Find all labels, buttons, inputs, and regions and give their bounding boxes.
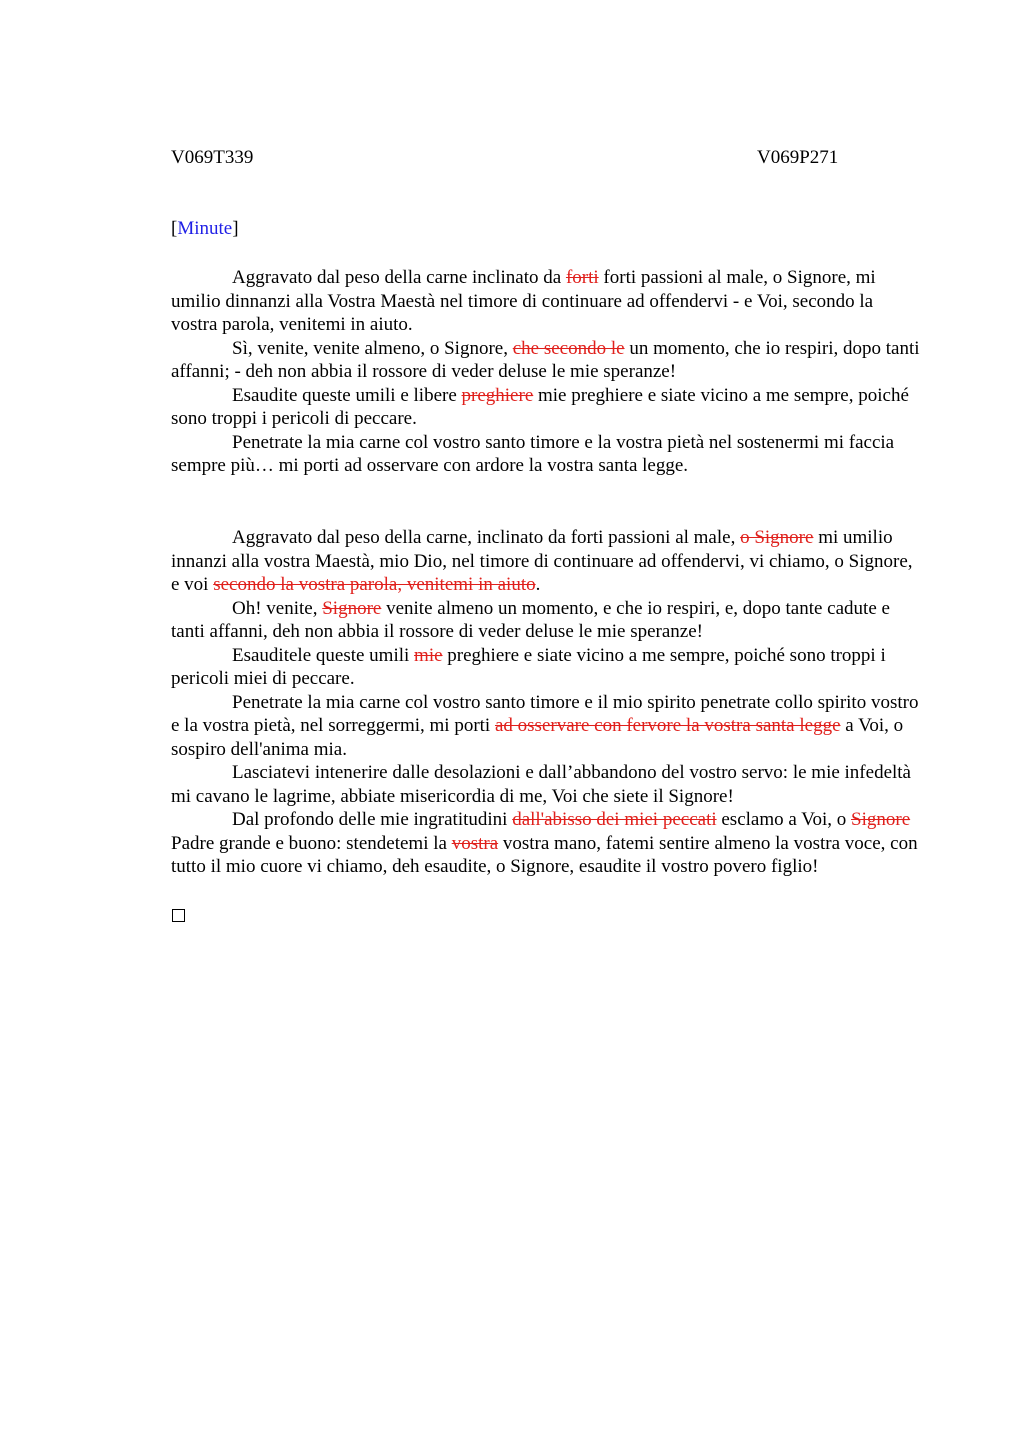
text-run: Sì, venite, venite almeno, o Signore, [232, 337, 513, 359]
text-run: Aggravato dal peso della carne inclinato da [232, 267, 566, 288]
paragraph [171, 761, 923, 808]
paragraph [171, 526, 923, 597]
text-run: preghiere e siate vicino a me sempre, poiché sono troppi i pericoli miei di peccare. [171, 644, 886, 689]
text-run: mi umilio innanzi alla vostra Maestà, mio Dio, nel timore di continuare ad offendervi, vi chiamo, o Signore, e voi [171, 527, 913, 595]
document-code-left: V069T339 [171, 147, 254, 168]
text-run: Padre grande e buono: stendetemi la [171, 832, 452, 854]
empty-checkbox-icon [172, 909, 185, 922]
text-run: Lasciatevi intenerire dalle desolazioni e dall’abbandono del vostro servo: le mie infedeltà mi cavano le lagrime, abbiate misericordia di me, Voi che siete il Signore! [171, 762, 911, 807]
text-run: Aggravato dal peso della carne, inclinato da forti passioni al male, [232, 527, 741, 548]
text-run: mie preghiere e siate vicino a me sempre, poiché sono troppi i pericoli di peccare. [171, 384, 909, 429]
text-run: Esauditele queste umili [232, 644, 415, 666]
deleted-text: ad osservare con fervore la vostra santa legge [494, 715, 841, 736]
text-run: forti passioni al male, o Signore, mi umilio dinnanzi alla Vostra Maestà nel timore di continuare ad offendervi - e Voi, secondo la vostra parola, venitemi in aiuto. [171, 267, 876, 335]
text-run: a Voi, o sospiro dell'anima mia. [171, 715, 904, 760]
second-draft-section [171, 526, 923, 879]
text-run: vostra mano, fatemi sentire almeno la vostra voce, con tutto il mio cuore vi chiamo, deh esaudite, o Signore, esaudite il vostro povero figlio! [171, 832, 918, 877]
deleted-text: secondo la vostra parola, venitemi in aiuto [213, 574, 536, 595]
paragraph [171, 808, 923, 879]
minute-link[interactable]: Minute [177, 218, 233, 239]
minute-bracket-open: [ [171, 218, 178, 239]
paragraph [171, 597, 923, 644]
paragraph [171, 431, 923, 478]
text-run: un momento, che io respiri, dopo tanti affanni; - deh non abbia il rossore di veder deluse le mie speranze! [171, 337, 920, 382]
deleted-text: o Signore [740, 527, 814, 548]
deleted-text: Signore [851, 809, 911, 830]
paragraph [171, 337, 923, 384]
text-run: venite almeno un momento, e che io respiri, e, dopo tante cadute e tanti affanni, deh non abbia il rossore di veder deluse le mie speranze! [171, 597, 890, 642]
text-run: Esaudite queste umili e libere [232, 384, 462, 406]
paragraph [171, 644, 923, 691]
text-run: Oh! venite, [232, 597, 323, 619]
paragraph [171, 691, 923, 762]
minute-bracket-close: ] [232, 218, 239, 239]
deleted-text: forti [565, 267, 599, 288]
first-draft-section [171, 266, 923, 478]
document-code-right: V069P271 [757, 147, 839, 168]
deleted-text: vostra [451, 832, 499, 854]
minute-label [171, 218, 239, 240]
text-run: Dal profondo delle mie ingratitudini [232, 809, 513, 830]
deleted-text: dall'abisso dei miei peccati [512, 809, 717, 830]
deleted-text: Signore [322, 597, 382, 619]
text-run: Penetrate la mia carne col vostro santo timore e il mio spirito penetrate collo spirito vostro e la vostra pietà, nel sorreggermi, mi porti [171, 691, 919, 736]
deleted-text: che secondo le [512, 337, 625, 359]
deleted-text: preghiere [461, 384, 534, 406]
paragraph [171, 266, 923, 337]
paragraph [171, 384, 923, 431]
text-run: esclamo a Voi, o [716, 809, 852, 830]
deleted-text: mie [414, 644, 443, 666]
text-run: Penetrate la mia carne col vostro santo timore e la vostra pietà nel sostenermi mi faccia sempre più… mi porti ad osservare con ardore la vostra santa legge. [171, 431, 895, 476]
text-run: . [535, 574, 541, 595]
